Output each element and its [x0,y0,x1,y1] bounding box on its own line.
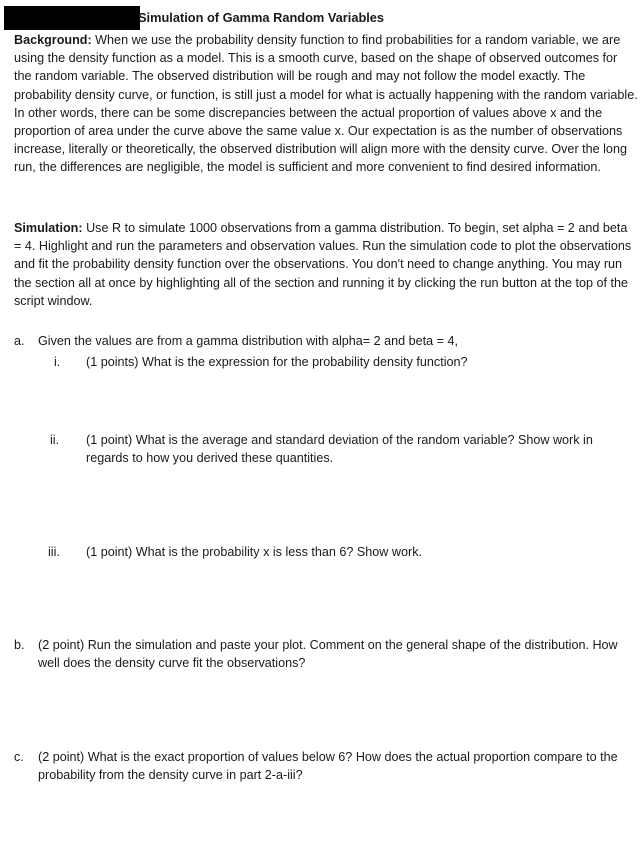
document-title: Simulation of Gamma Random Variables [138,10,385,25]
question-a-iii-text: (1 point) What is the probability x is less than 6? Show work. [86,545,422,559]
background-text: When we use the probability density function to find probabilities for a random variable, we are using the density function as a model. This is a smooth curve, based on the shape of observed outcomes for the random variable. The observed distribution will be rough and may not follow the model exactly. The probability density curve, or function, is still just a model for what is actually happening with the random variable. In other words, there can be some discrepancies between the actual proportion of values above x and the proportion of area under the curve above the same value x. Our expectation is as the number of observations increase, literally or theoretically, the observed distribution will align more with the density curve. Over the long run, the differences are negligible, the model is sufficient and more convenient to find desired information. [14,33,638,175]
simulation-paragraph [14,219,638,310]
question-a-ii-text: (1 point) What is the average and standard deviation of the random variable? Show work in regards to how you derived these quantities. [86,433,593,466]
question-c-text: (2 point) What is the exact proportion of values below 6? How does the actual proportion compare to the probability from the density curve in part 2-a-iii? [38,750,618,783]
background-paragraph [14,31,638,177]
question-a-i-text: (1 points) What is the expression for the probability density function? [86,355,468,369]
question-c-marker: c. [14,750,24,764]
question-b-text: (2 point) Run the simulation and paste your plot. Comment on the general shape of the distribution. How well does the density curve fit the observations? [38,638,618,671]
question-a-i-marker: i. [54,355,61,369]
background-label: Background: [14,33,92,47]
simulation-text: Use R to simulate 1000 observations from a gamma distribution. To begin, set alpha = 2 and beta = 4. Highlight and run the parameters and observation values. Run the simulation code to plot the observations and fit the probability density function over the observations. You don't need to change anything. You may run the section all at once by highlighting all of the section and running it by clicking the run button at the top of the script window. [14,221,632,308]
question-a-text: Given the values are from a gamma distribution with alpha= 2 and beta = 4, [38,334,459,348]
redaction-bar [4,6,140,30]
title-row [0,6,644,30]
question-a-ii-marker: ii. [50,433,60,447]
question-a-iii-marker: iii. [48,545,60,559]
question-b-marker: b. [14,638,25,652]
question-a-marker: a. [14,334,25,348]
simulation-label: Simulation: [14,221,83,235]
